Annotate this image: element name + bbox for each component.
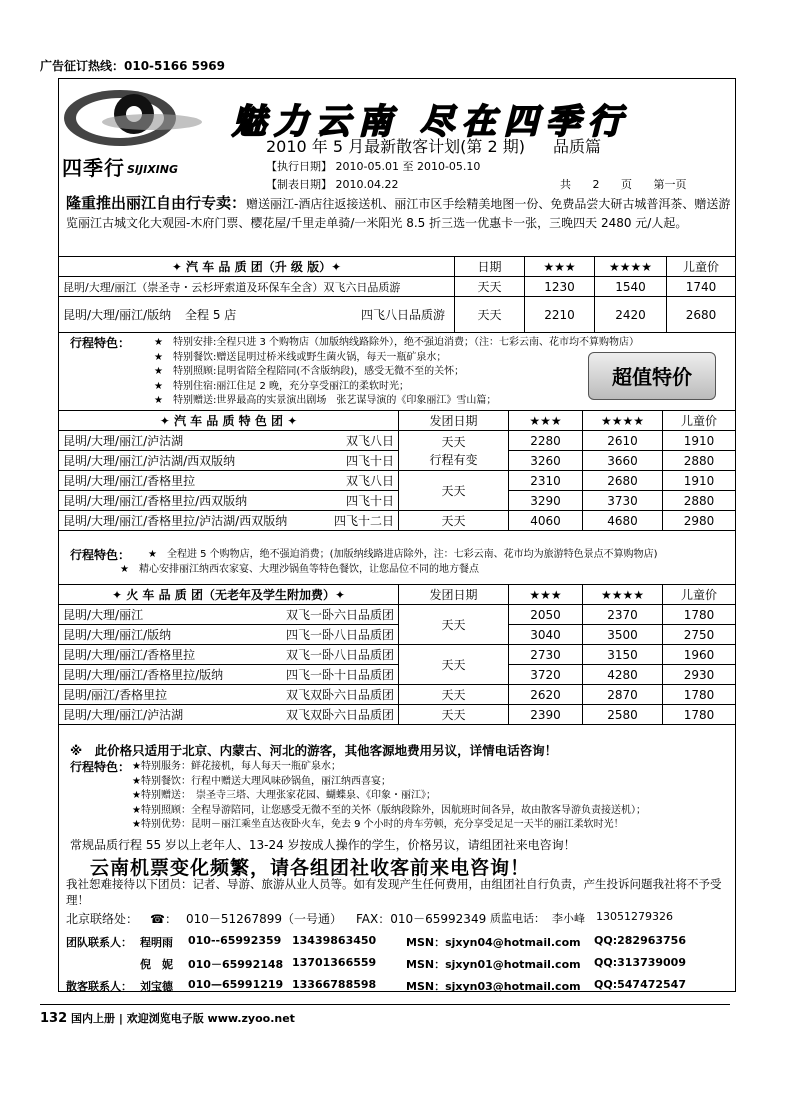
website-link[interactable]: www.zyoo.net [207,1012,295,1025]
depart: 天天 [399,705,509,725]
feature-item: ★ 全程进 5 个购物店，绝不强迫消费；(加版纳线路进店除外，注：七彩云南、花市均为旅游特色景点不算购物店) [148,549,658,560]
price-child: 1780 [663,705,736,725]
made-date [266,176,398,192]
route: 昆明/大理/丽江/香格里拉/泸沽湖/西双版纳 四飞十二日 [59,511,399,531]
promo-text: 赠送丽江-酒店往返接送机、丽江市区手绘精美地图一份、免费品尝大研古城普洱茶、赠送游览丽江古城文化大观园-木府门票、樱花屋/千里走单骑/一米阳光 8.5 折三选一优惠卡一张，三晚四天 2480 元/人起。 [66,197,731,230]
features-title: 行程特色： [70,548,131,562]
price-4star: 2610 [583,431,663,451]
exec-label: 【执行日期】 [266,160,332,173]
col-child: 儿童价 [663,411,736,431]
price-3star: 2050 [509,605,583,625]
office-label: 北京联络处： [66,912,139,926]
price-3star: 2390 [509,705,583,725]
col-date: 发团日期 [399,585,509,605]
table-row [59,277,736,297]
plan-title-text: 2010 年 5 月最新散客计划(第 2 期) [266,137,525,156]
price-child: 1960 [663,645,736,665]
route: 昆明/大理/丽江/香格里拉 双飞一卧八日品质团 [59,645,399,665]
browse-text: 欢迎浏览电子版 [126,1012,204,1025]
price-4star: 2580 [583,705,663,725]
price-child: 2880 [663,451,736,471]
promo-block [66,194,736,233]
price-child: 2750 [663,625,736,645]
page-count [560,176,687,192]
route: 昆明/大理/丽江/香格里拉 双飞八日 [59,471,399,491]
table-row [59,451,736,471]
route [59,297,455,333]
feature-item: ★ 特别安排:全程只进 3 个购物店（加版纳线路除外），绝不强迫消费；（注：七彩云南、花市均不算购物店） [154,337,640,348]
table-row [59,471,736,491]
features-2 [70,548,730,578]
col-3star: ★★★ [525,257,595,277]
price-child: 2880 [663,491,736,511]
feature-item: ★特别赠送： 崇圣寺三塔、大理张家花园、蝴蝶泉、《印象・丽江》； [132,790,436,801]
contact-row: 团队联系人： 程明雨 010--65992359 13439863450 MSN：sjxyn04@hotmail.com QQ:282963756 [66,934,686,949]
supervisor-label: 质监电话： [490,912,545,925]
price-child: 1780 [663,605,736,625]
col-3star: ★★★ [509,585,583,605]
route-name: 昆明/大理/丽江/版纳 [63,307,172,322]
age-note: 常规品质行程 55 岁以上老年人、13-24 岁按成人操作的学生，价格另议，请组团社来电咨询！ [70,838,576,852]
feature-item: ★ 特别餐饮:赠送昆明过桥米线或野生菌火锅，每天一瓶矿泉水； [154,351,447,363]
depart: 天天 [399,685,509,705]
price-4star: 1540 [595,277,667,297]
table-row [59,665,736,685]
special-price-stamp: 超值特价 [588,352,716,400]
phone-icon: ☎： [150,912,177,926]
logo-pinyin: SIJIXING [127,163,179,176]
ad-hotline: 广告征订热线：010-5166 5969 [40,59,226,73]
price-3star: 2280 [509,431,583,451]
table-title: ✦ 汽 车 品 质 团（升 级 版）✦ [59,257,455,277]
supervisor-phone: 13051279326 [596,910,673,923]
features-title: 行程特色： [70,336,131,350]
table-row [59,625,736,645]
depart: 天天 [399,471,509,511]
exec-value: 2010-05.01 至 2010-05.10 [335,160,481,173]
route: 昆明/大理/丽江/泸沽湖 双飞双卧六日品质团 [59,705,399,725]
route: 昆明/丽江/香格里拉 双飞双卧六日品质团 [59,685,399,705]
price-4star: 4280 [583,665,663,685]
table-row [59,511,736,531]
page-number: 132 [40,1011,68,1026]
footer-divider [40,1004,730,1005]
features-title: 行程特色： [70,760,131,774]
price-4star: 3730 [583,491,663,511]
price-3star: 2210 [525,297,595,333]
route: 昆明/大理/丽江/泸沽湖/西双版纳 四飞十日 [59,451,399,471]
feature-item: ★特别服务：鲜花接机，每人每天一瓶矿泉水； [132,761,341,772]
table-row [59,605,736,625]
footer [40,1010,295,1026]
contact-row: 散客联系人： 刘宝德 010—65991219 13366788598 MSN：sjxyn03@hotmail.com QQ:547472547 [66,978,686,993]
made-label: 【制表日期】 [266,178,332,191]
office-tel: 010－51267899（一号通） [186,912,342,926]
feature-item: ★ 精心安排丽江纳西农家宴、大理沙锅鱼等特色餐饮，让您品位不同的地方餐点 [120,564,479,575]
train-table [58,584,736,725]
table-row [59,431,736,451]
depart: 天天 [455,277,525,297]
price-4star: 3150 [583,645,663,665]
table-title: ✦ 火 车 品 质 团（无老年及学生附加费）✦ [59,585,399,605]
feature-item: ★特别优势：昆明－丽江乘坐直达夜卧火车，免去 9 个小时的舟车劳顿，充分享受足足一天半的丽江柔软时光！ [132,819,624,830]
price-3star: 4060 [509,511,583,531]
col-3star: ★★★ [509,411,583,431]
ticket-warning: 云南机票变化频繁，请各组团社收客前来电咨询！ [90,857,531,879]
plan-title [266,134,601,157]
table-title: ✦ 汽 车 品 质 特 色 团 ✦ [59,411,399,431]
depart: 天天 行程有变 [399,431,509,471]
route-days: 四飞八日品质游 [360,307,445,322]
price-3star: 2730 [509,645,583,665]
price-4star: 2870 [583,685,663,705]
depart: 天天 [399,511,509,531]
table-row [59,297,736,333]
features-list [154,336,639,409]
price-4star: 2370 [583,605,663,625]
feature-item: ★ 特别照顾:昆明省陪全程陪同(不含版纳段)，感受无微不至的关怀； [154,366,465,377]
page-total: 共 2 页 [560,178,632,191]
price-child: 1910 [663,471,736,491]
price-child: 2930 [663,665,736,685]
table-row [59,645,736,665]
exec-date [266,158,480,174]
price-3star: 3040 [509,625,583,645]
route: 昆明/大理/丽江/香格里拉/版纳 四飞一卧十日品质团 [59,665,399,685]
feature-item: ★ 特别住宿:丽江住足 2 晚，充分享受丽江的柔软时光； [154,380,410,392]
price-4star: 3500 [583,625,663,645]
col-4star: ★★★★ [595,257,667,277]
promo-title: 隆重推出丽江自由行专卖： [66,194,247,212]
price-4star: 2420 [595,297,667,333]
route: 昆明/大理/丽江/香格里拉/西双版纳 四飞十日 [59,491,399,511]
contact-row: 倪 妮 010－65992148 13701366559 MSN：sjxyn01@hotmail.com QQ:313739009 [140,956,686,971]
table-row [59,491,736,511]
office-fax: FAX：010－65992349 [356,912,487,926]
footer-separator: | [118,1012,123,1025]
price-3star: 2310 [509,471,583,491]
company-logo [62,86,212,186]
price-4star: 4680 [583,511,663,531]
page-number: 第一页 [653,178,687,191]
logo-emblem-icon [62,86,212,152]
features-list [132,760,646,833]
office-contact [66,910,726,928]
price-3star: 3260 [509,451,583,471]
depart: 天天 [399,605,509,645]
bus-feature-table [58,410,736,531]
route: 昆明/大理/丽江（崇圣寺・云杉坪索道及环保车全含）双飞六日品质游 [59,277,455,297]
route: 昆明/大理/丽江/版纳 四飞一卧八日品质团 [59,625,399,645]
price-4star: 2680 [583,471,663,491]
plan-quality: 品质篇 [553,137,602,156]
route: 昆明/大理/丽江 双飞一卧六日品质团 [59,605,399,625]
depart: 天天 [399,645,509,685]
price-4star: 3660 [583,451,663,471]
col-4star: ★★★★ [583,411,663,431]
price-3star: 2620 [509,685,583,705]
price-3star: 3290 [509,491,583,511]
features-3 [70,760,730,836]
price-3star: 3720 [509,665,583,685]
price-note: ※ 此价格只适用于北京、内蒙古、河北的游客，其他客源地费用另议，详情电话咨询！ [70,743,558,758]
price-child: 1780 [663,685,736,705]
supervisor-name: 李小峰 [552,912,585,925]
col-date: 日期 [455,257,525,277]
bus-upgrade-table [58,256,736,333]
price-3star: 1230 [525,277,595,297]
table-row [59,705,736,725]
book-name: 国内上册 [70,1012,115,1025]
feature-item: ★ 特别赠送:世界最高的实景演出剧场 张艺谋导演的《印象丽江》雪山篇； [154,395,497,406]
depart: 天天 [455,297,525,333]
price-child: 2680 [667,297,736,333]
logo-brand: 四季行 [62,156,125,180]
route: 昆明/大理/丽江/泸沽湖 双飞八日 [59,431,399,451]
table-row [59,685,736,705]
col-child: 儿童价 [667,257,736,277]
feature-item: ★特别餐饮：行程中赠送大理风味砂锅鱼，丽江纳西喜宴； [132,775,391,787]
route-shops: 全程 5 店 [185,307,237,322]
price-child: 2980 [663,511,736,531]
slogan: 魅力云南 尽在四季行 [232,102,630,142]
col-date: 发团日期 [399,411,509,431]
refuse-note: 我社恕难接待以下团员：记者、导游、旅游从业人员等。如有发现产生任何费用，由组团社自行负责，产生投诉问题我社将不予受理！ [66,877,722,907]
made-value: 2010.04.22 [335,178,399,191]
price-child: 1740 [667,277,736,297]
col-4star: ★★★★ [583,585,663,605]
col-child: 儿童价 [663,585,736,605]
feature-item: ★特别照顾：全程导游陪同，让您感受无微不至的关怀（版纳段除外，因航班时间各异，故由散客导游负责接送机）； [132,804,646,816]
price-child: 1910 [663,431,736,451]
